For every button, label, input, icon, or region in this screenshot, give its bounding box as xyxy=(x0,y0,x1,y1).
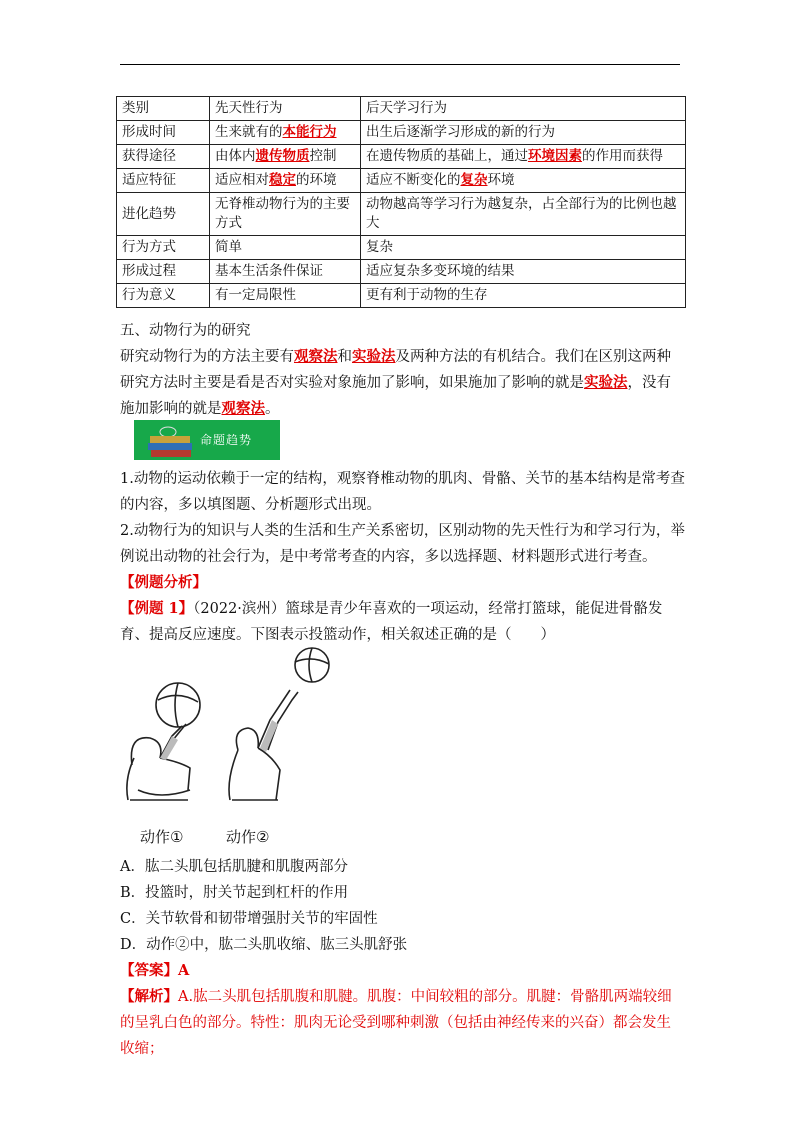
cell-text: 生来就有的 xyxy=(215,124,283,140)
cell-text: 基本生活条件保证 xyxy=(215,263,323,279)
text-run: 。 xyxy=(265,401,280,417)
books-icon xyxy=(140,420,200,460)
cell-text: 进化趋势 xyxy=(122,205,176,222)
table-cell xyxy=(361,121,686,145)
cell-text: 后天学习行为 xyxy=(366,100,447,116)
table-cell xyxy=(361,236,686,260)
cell-text: 的环境 xyxy=(296,172,337,188)
table-cell xyxy=(361,169,686,193)
text-run: 及两种方法的有机结合。我们在区别这两种研究方法时主要是看是否对实验对象施加了影响，如果施加了影响的就是 xyxy=(120,349,671,391)
table-cell xyxy=(117,284,210,308)
option-d: D．动作②中，肱二头肌收缩、肱三头肌舒张 xyxy=(120,937,408,953)
table-cell xyxy=(210,97,361,121)
cell-text: 的作用而获得 xyxy=(582,148,663,164)
highlight-observation: 观察法 xyxy=(221,400,265,417)
answer-line xyxy=(120,960,189,982)
table-cell xyxy=(117,260,210,284)
player-2-drawing xyxy=(229,648,329,800)
analysis-text: A.肱二头肌包括肌腹和肌腱。肌腹：中间较粗的部分。肌腱：骨骼肌两端较细的呈乳白色的部分。特性：肌肉无论受到哪种刺激（包括由神经传来的兴奋）都会发生收缩； xyxy=(120,989,672,1057)
table-cell xyxy=(210,169,361,193)
text-run: 和 xyxy=(337,349,352,365)
cell-text: 动物越高等学习行为越复杂，占全部行为的比例也越大 xyxy=(366,196,677,231)
table-row xyxy=(117,121,686,145)
example-section-title: 【例题分析】 xyxy=(120,574,207,591)
table-cell xyxy=(361,145,686,169)
answer-tag: 【答案】 xyxy=(120,962,178,979)
research-methods-paragraph xyxy=(120,344,685,422)
cell-text: 适应特征 xyxy=(122,172,176,188)
badge-label: 命题趋势 xyxy=(200,433,253,447)
table-cell xyxy=(117,145,210,169)
text-run: 研究动物行为的方法主要有 xyxy=(120,349,294,365)
cell-text: 形成时间 xyxy=(122,124,176,140)
cell-highlight: 本能行为 xyxy=(282,124,337,140)
table-cell xyxy=(117,169,210,193)
cell-text: 先天性行为 xyxy=(215,100,283,116)
table-cell xyxy=(210,145,361,169)
cell-highlight: 复杂 xyxy=(460,172,488,188)
example-tag: 【例题 1】 xyxy=(120,600,194,617)
table-row xyxy=(117,193,686,236)
cell-text: 出生后逐渐学习形成的新的行为 xyxy=(366,124,555,140)
cell-text: 行为意义 xyxy=(122,287,176,303)
cell-highlight: 遗传物质 xyxy=(255,148,310,164)
option-a: A．肱二头肌包括肌腱和肌腹两部分 xyxy=(120,859,348,875)
cell-text: 类别 xyxy=(122,100,149,116)
option-b: B．投篮时，肘关节起到杠杆的作用 xyxy=(120,885,349,901)
cell-text: 获得途径 xyxy=(122,148,176,164)
cell-highlight: 环境因素 xyxy=(528,148,582,164)
table-row xyxy=(117,236,686,260)
trend-badge xyxy=(134,420,280,460)
table-cell xyxy=(210,236,361,260)
table-row xyxy=(117,145,686,169)
text-run: ，没有施加影响的就是 xyxy=(120,375,671,417)
table-cell xyxy=(117,193,210,236)
trend-item-2: 2.动物行为的知识与人类的生活和生产关系密切，区别动物的先天性行为和学习行为，举例说出动物的社会行为，是中考常考查的内容，多以选择题、材料题形式进行考查。 xyxy=(120,523,685,565)
cell-text: 适应相对 xyxy=(215,172,269,188)
header-rule xyxy=(120,64,680,65)
answer-value: A xyxy=(178,962,190,979)
player-1-drawing xyxy=(127,683,200,800)
table-cell xyxy=(210,284,361,308)
table-cell xyxy=(361,260,686,284)
cell-text: 环境 xyxy=(487,172,515,188)
cell-text: 简单 xyxy=(215,239,242,255)
cell-text: 适应不断变化的 xyxy=(366,172,461,188)
analysis-tag: 【解析】 xyxy=(120,988,178,1005)
cell-text: 行为方式 xyxy=(122,239,176,255)
option-c: C．关节软骨和韧带增强肘关节的牢固性 xyxy=(120,911,378,927)
cell-text: 由体内 xyxy=(215,148,256,164)
highlight-experiment: 实验法 xyxy=(352,348,396,365)
table-row xyxy=(117,97,686,121)
cell-text: 复杂 xyxy=(366,239,393,255)
table-row xyxy=(117,169,686,193)
cell-highlight: 稳定 xyxy=(269,172,296,188)
analysis-paragraph xyxy=(120,984,685,1062)
table-row xyxy=(117,260,686,284)
table-cell xyxy=(361,193,686,236)
figure-label-2: 动作② xyxy=(226,828,270,846)
highlight-observation: 观察法 xyxy=(294,348,338,365)
table-cell xyxy=(210,260,361,284)
figure-label-1: 动作① xyxy=(140,828,184,846)
table-cell xyxy=(117,121,210,145)
highlight-experiment: 实验法 xyxy=(584,374,628,391)
basketball-figure xyxy=(120,640,360,840)
table-cell xyxy=(361,97,686,121)
table-cell xyxy=(210,121,361,145)
cell-text: 形成过程 xyxy=(122,263,176,279)
table-cell xyxy=(117,236,210,260)
cell-text: 更有利于动物的生存 xyxy=(366,287,488,303)
cell-text: 适应复杂多变环境的结果 xyxy=(366,263,515,279)
example-stem-text: （2022·滨州）篮球是青少年喜欢的一项运动，经常打篮球，能促进骨骼发育、提高反应速度。下图表示投篮动作，相关叙述正确的是（ ） xyxy=(120,601,663,643)
trend-item-1: 1.动物的运动依赖于一定的结构，观察脊椎动物的肌肉、骨骼、关节的基本结构是常考查的内容，多以填图题、分析题形式出现。 xyxy=(120,471,685,513)
comparison-table-body xyxy=(117,97,686,308)
table-row xyxy=(117,284,686,308)
table-cell xyxy=(361,284,686,308)
table-cell xyxy=(117,97,210,121)
cell-text: 有一定局限性 xyxy=(215,287,296,303)
table-cell xyxy=(210,193,361,236)
cell-text: 在遗传物质的基础上，通过 xyxy=(366,148,528,164)
cell-text: 无脊椎动物行为的主要方式 xyxy=(215,196,350,231)
section-heading: 五、动物行为的研究 xyxy=(120,323,251,339)
comparison-table xyxy=(116,96,686,308)
cell-text: 控制 xyxy=(309,148,337,164)
